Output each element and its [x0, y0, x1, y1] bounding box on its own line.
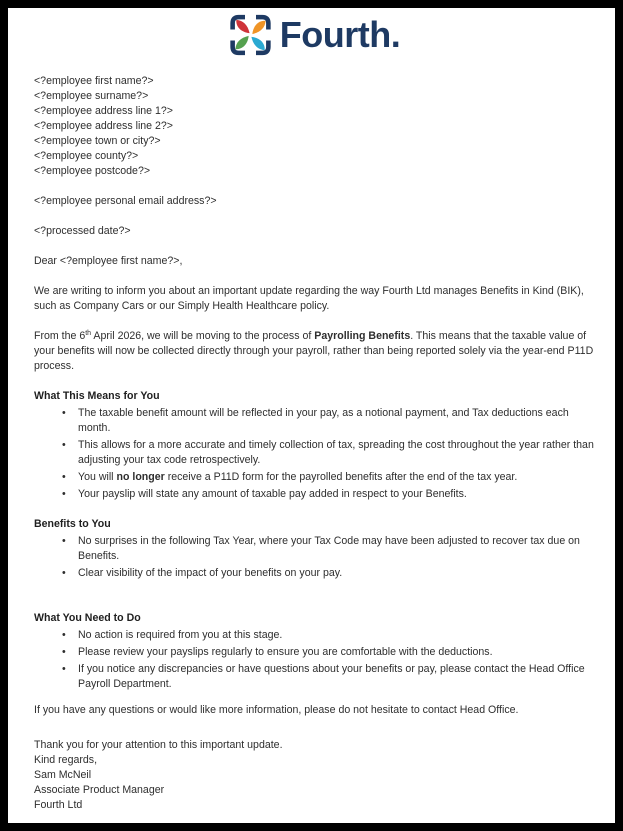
list-item: • No surprises in the following Tax Year, where your Tax Code may have been adjusted to recover tax due on Benefits. [78, 534, 594, 564]
letter-page [8, 8, 615, 823]
intro-paragraph: We are writing to inform you about an important update regarding the way Fourth Ltd manages Benefits in Kind (BIK), such as Company Cars or our Simply Health Healthcare policy. [34, 285, 584, 312]
signatory-company: Fourth Ltd [34, 799, 83, 811]
fourth-logo-icon [228, 13, 273, 57]
thanks-line: Thank you for your attention to this important update. [34, 739, 283, 751]
fourth-wordmark: Fourth. [279, 14, 401, 55]
section-heading-what-you-need: What You Need to Do [34, 612, 141, 624]
payrolling-text-post: . This means that the taxable value of your benefits will now be collected directly through your payroll, rather than being reported solely via the year-end P11D process. [34, 330, 594, 372]
list-item: • Please review your payslips regularly to ensure you are comfortable with the deductions. [78, 645, 594, 660]
benefits-to-you-list [34, 534, 594, 581]
bullet-text-post: receive a P11D form for the payrolled benefits after the end of the tax year. [164, 471, 518, 483]
list-item: • This allows for a more accurate and timely collection of tax, spreading the cost throughout the year rather than adjusting your tax code retrospectively. [78, 438, 594, 468]
ordinal-superscript: th [85, 330, 92, 337]
merge-field-surname: <?employee surname?> [34, 90, 149, 102]
fourth-logo [34, 12, 594, 58]
section-heading-what-this-means: What This Means for You [34, 390, 160, 402]
bullet-text-pre: You will [78, 471, 117, 483]
payrolling-paragraph [34, 329, 594, 374]
what-this-means-list [34, 406, 594, 502]
merge-field-email: <?employee personal email address?> [34, 195, 217, 207]
signatory-title: Associate Product Manager [34, 784, 165, 796]
signatory-name: Sam McNeil [34, 769, 92, 781]
salutation: Dear <?employee first name?>, [34, 255, 183, 267]
list-item: • No action is required from you at this stage. [78, 628, 594, 643]
regards-line: Kind regards, [34, 754, 98, 766]
payrolling-benefits-bold: Payrolling Benefits [314, 330, 411, 342]
list-item: • Your payslip will state any amount of taxable pay added in respect to your Benefits. [78, 487, 594, 502]
section-heading-benefits-to-you: Benefits to You [34, 518, 111, 530]
list-item: • If you notice any discrepancies or have questions about your benefits or pay, please contact the Head Office Payroll Department. [78, 662, 594, 692]
merge-field-first-name: <?employee first name?> [34, 75, 154, 87]
list-item: • Clear visibility of the impact of your benefits on your pay. [78, 566, 594, 581]
signature-block [34, 738, 594, 813]
merge-field-address-line-2: <?employee address line 2?> [34, 120, 173, 132]
merge-field-postcode: <?employee postcode?> [34, 165, 151, 177]
list-item [78, 470, 594, 485]
no-longer-bold: no longer [116, 471, 165, 483]
closing-questions-paragraph: If you have any questions or would like more information, please do not hesitate to contact Head Office. [34, 704, 519, 716]
list-item: • The taxable benefit amount will be reflected in your pay, as a notional payment, and Tax deductions each month. [78, 406, 594, 436]
merge-field-county: <?employee county?> [34, 150, 139, 162]
merge-field-address-line-1: <?employee address line 1?> [34, 105, 173, 117]
payrolling-text-pre: From the 6 [34, 330, 86, 342]
merge-field-processed-date: <?processed date?> [34, 225, 131, 237]
what-you-need-list [34, 628, 594, 692]
merge-field-town-or-city: <?employee town or city?> [34, 135, 161, 147]
recipient-address-block [34, 74, 594, 179]
payrolling-text-mid: April 2026, we will be moving to the process of [91, 330, 315, 342]
